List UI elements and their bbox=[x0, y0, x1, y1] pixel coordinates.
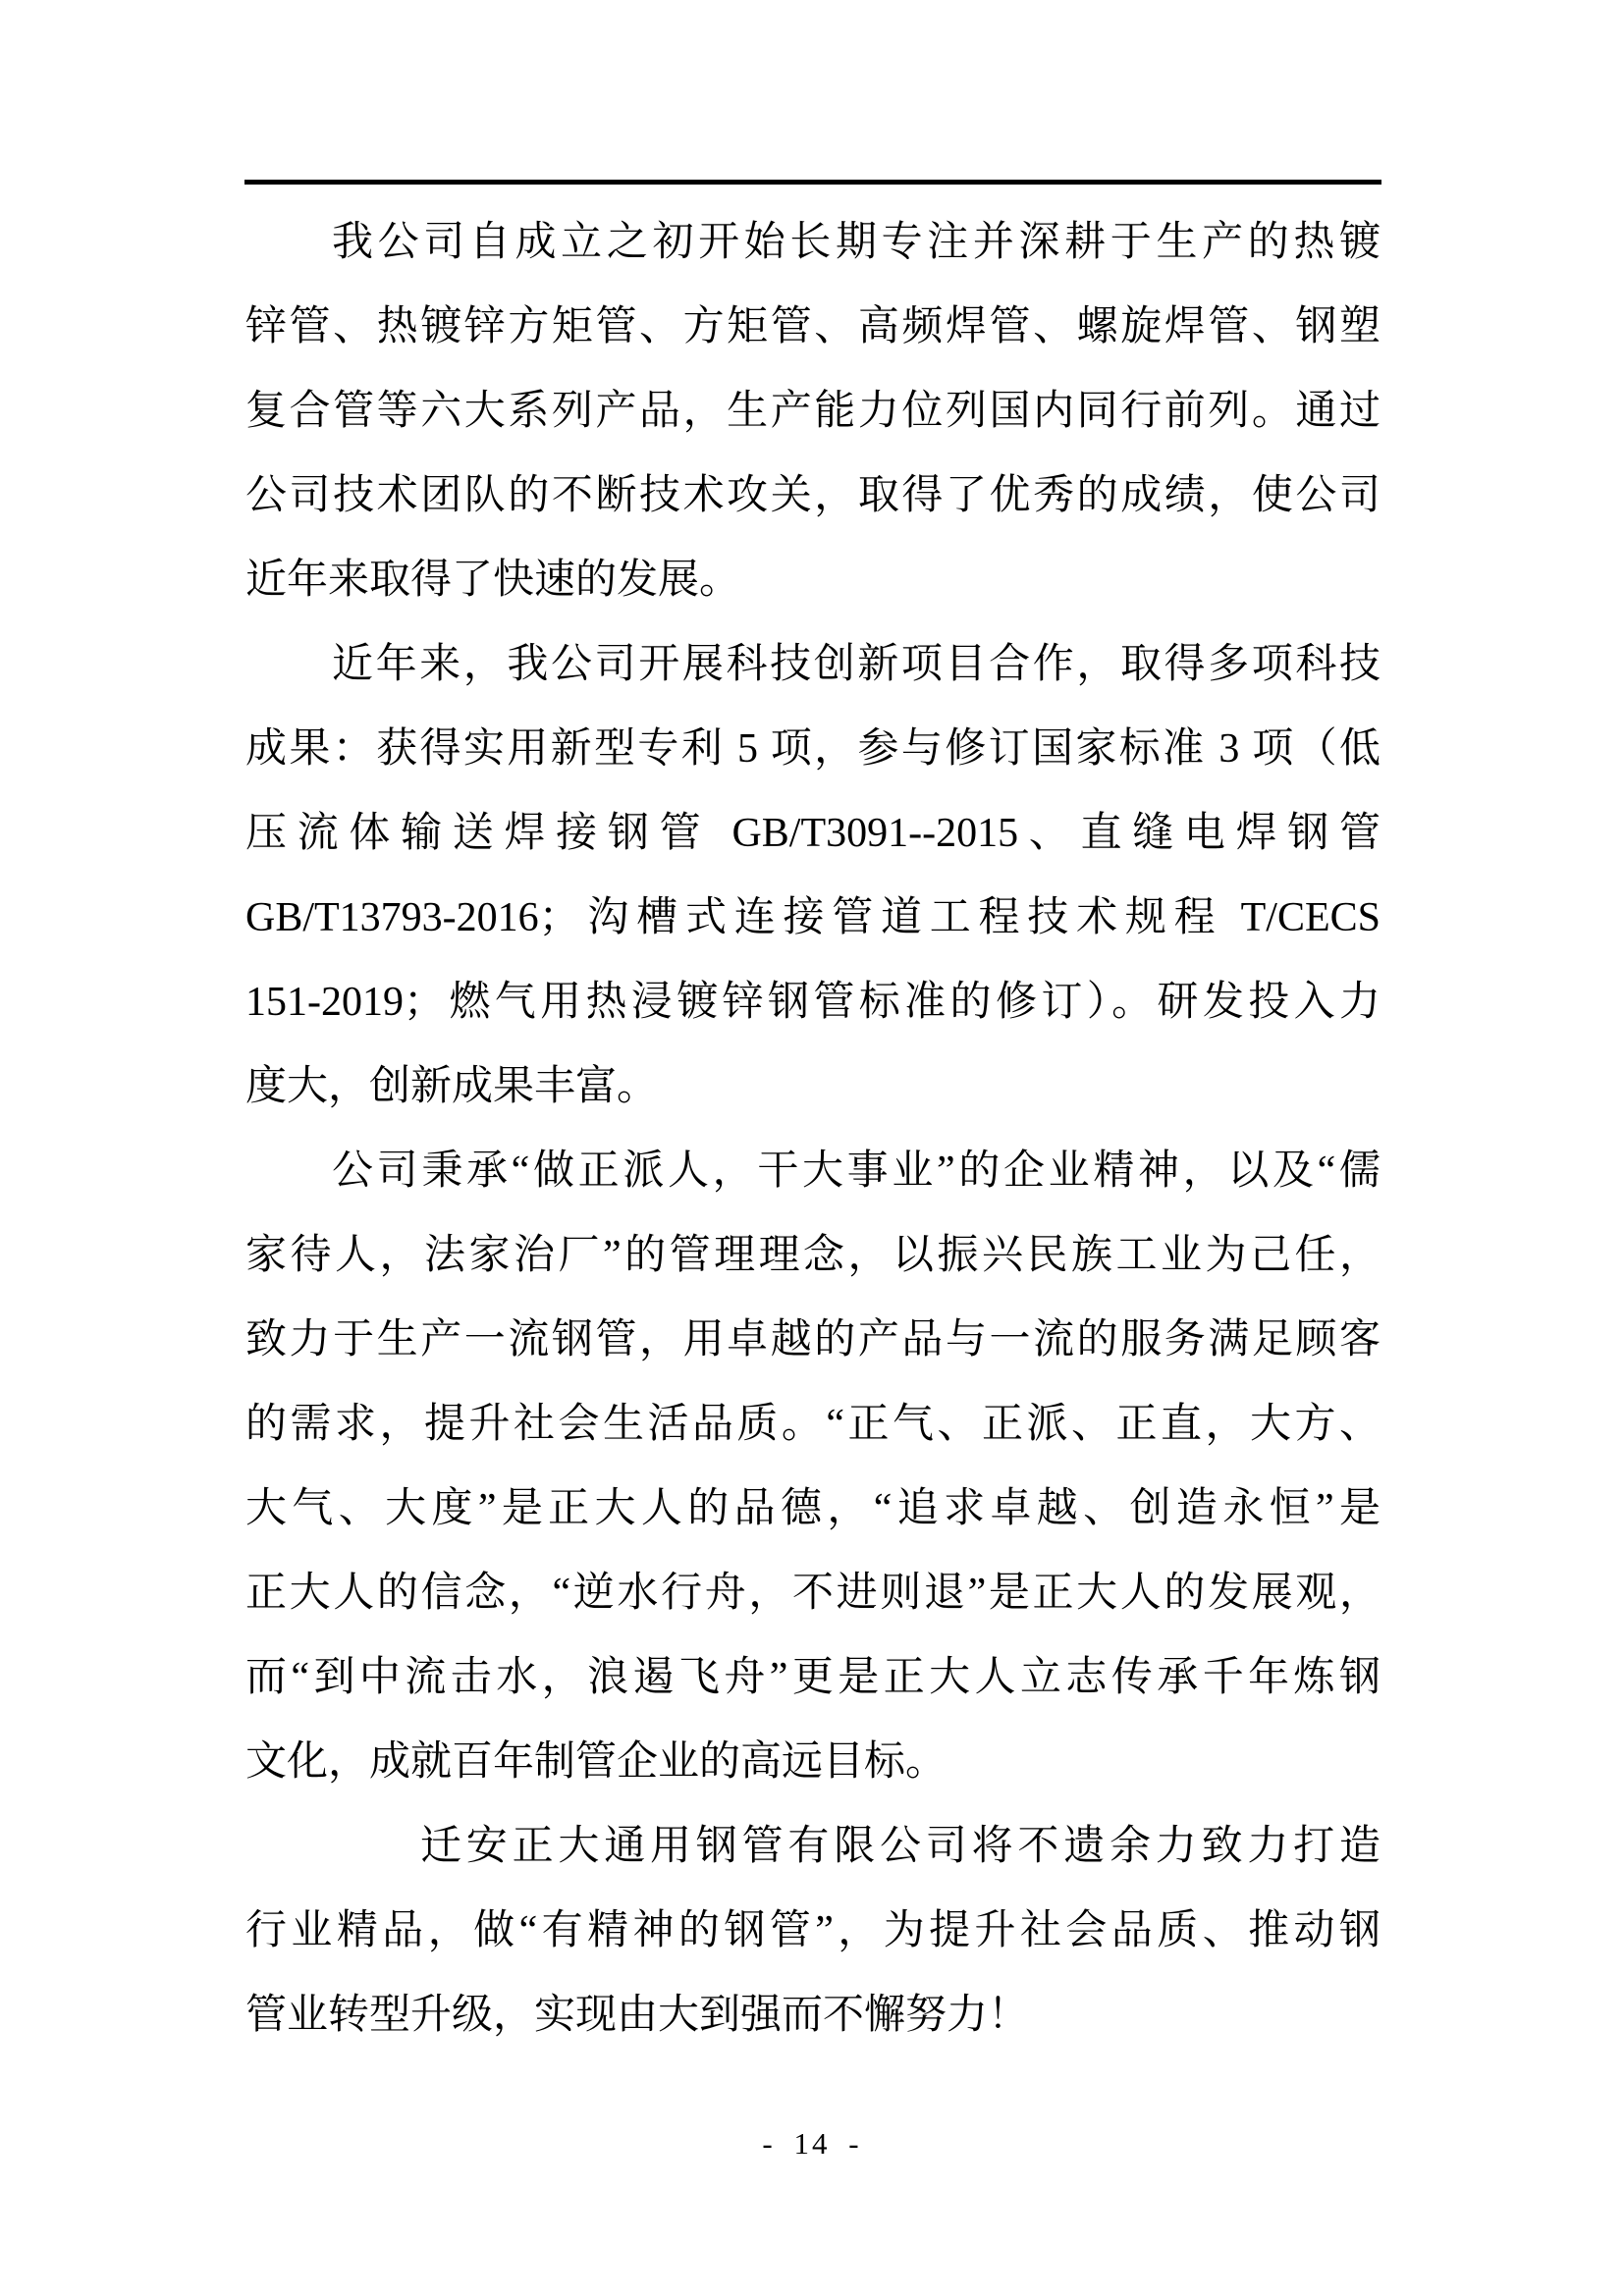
paragraph bbox=[245, 622, 1380, 1129]
text-line: 文化，成就百年制管企业的高远目标。 bbox=[245, 1739, 947, 1785]
text-line: 度大，创新成果丰富。 bbox=[245, 1064, 659, 1109]
text-line: 复合管等六大系列产品，生产能力位列国内同行前列。通过 bbox=[245, 389, 1380, 434]
paragraph bbox=[245, 200, 1380, 622]
text-line: 公司秉承“做正派人，干大事业”的企业精神，以及“儒 bbox=[332, 1148, 1380, 1194]
text-line: 而“到中流击水，浪遏飞舟”更是正大人立志传承千年炼钢 bbox=[245, 1655, 1380, 1700]
text-line: 我公司自成立之初开始长期专注并深耕于生产的热镀 bbox=[332, 220, 1380, 265]
text-line: 迁安正大通用钢管有限公司将不遗余力致力打造 bbox=[420, 1824, 1380, 1869]
document-body bbox=[245, 200, 1380, 2057]
text-line: 151-2019；燃气用热浸镀锌钢管标准的修订）。研发投入力 bbox=[245, 980, 1380, 1025]
text-line: 近年来取得了快速的发展。 bbox=[245, 558, 741, 603]
text-line: 锌管、热镀锌方矩管、方矩管、高频焊管、螺旋焊管、钢塑 bbox=[245, 304, 1380, 349]
text-line: 家待人，法家治厂”的管理理念，以振兴民族工业为己任， bbox=[245, 1233, 1380, 1278]
paragraph bbox=[245, 1129, 1380, 1804]
text-line: 正大人的信念，“逆水行舟，不进则退”是正大人的发展观， bbox=[245, 1571, 1380, 1616]
paragraph bbox=[245, 1804, 1380, 2057]
text-line: 行业精品，做“有精神的钢管”，为提升社会品质、推动钢 bbox=[245, 1908, 1380, 1953]
text-line: 大气、大度”是正大人的品德，“追求卓越、创造永恒”是 bbox=[245, 1486, 1380, 1531]
text-line: 的需求，提升社会生活品质。“正气、正派、正直，大方、 bbox=[245, 1402, 1380, 1447]
text-line: 近年来，我公司开展科技创新项目合作，取得多项科技 bbox=[332, 642, 1380, 687]
text-line: 公司技术团队的不断技术攻关，取得了优秀的成绩，使公司 bbox=[245, 473, 1380, 518]
text-line: 管业转型升级，实现由大到强而不懈努力！ bbox=[245, 1993, 1030, 2038]
header-rule bbox=[244, 180, 1381, 185]
text-line: GB/T13793-2016；沟槽式连接管道工程技术规程 T/CECS bbox=[245, 895, 1380, 940]
text-line: 致力于生产一流钢管，用卓越的产品与一流的服务满足顾客 bbox=[245, 1317, 1380, 1362]
text-line: 压流体输送焊接钢管 GB/T3091--2015、直缝电焊钢管 bbox=[245, 811, 1380, 856]
text-line: 成果：获得实用新型专利 5 项，参与修订国家标准 3 项（低 bbox=[245, 726, 1380, 772]
page-number: - 14 - bbox=[762, 2126, 862, 2161]
